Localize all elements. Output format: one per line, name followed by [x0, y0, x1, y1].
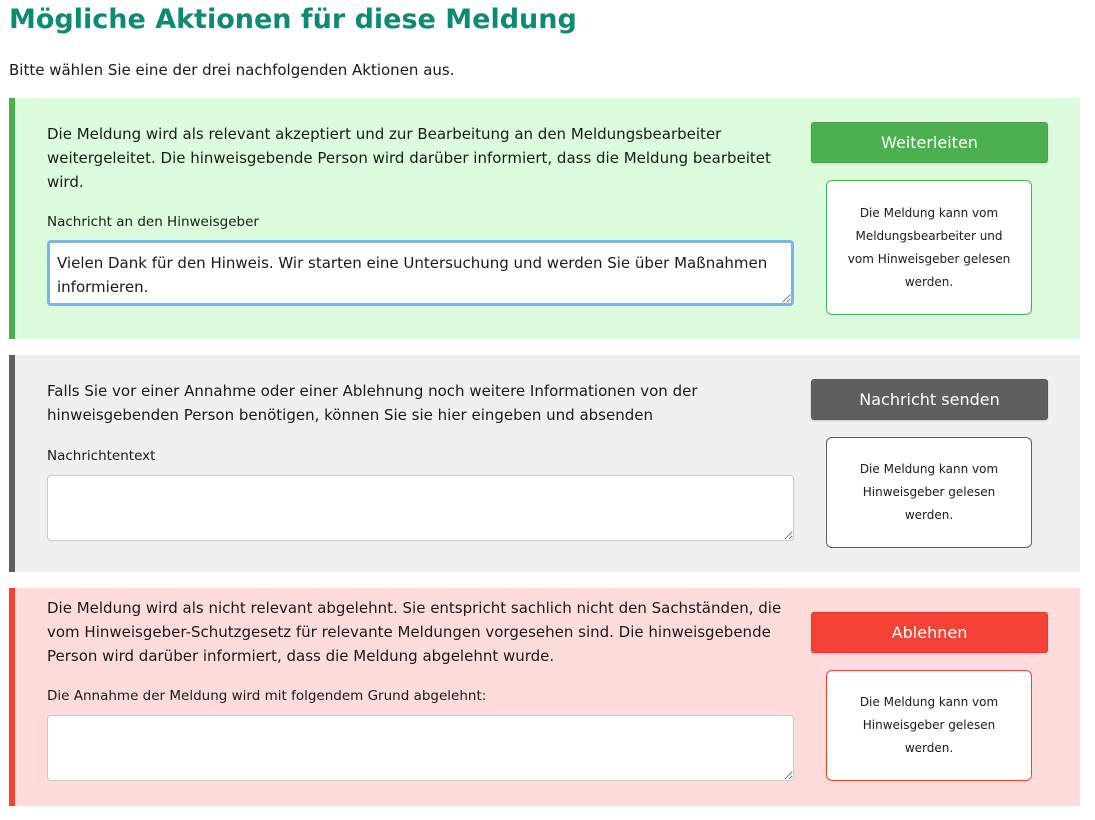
message-field-label: Nachrichtentext [47, 448, 156, 464]
accept-action-panel [9, 98, 1080, 339]
message-action-panel [9, 355, 1080, 572]
message-visibility-note [826, 437, 1032, 548]
reject-reason-textarea[interactable] [47, 715, 794, 781]
accept-description: Die Meldung wird als relevant akzeptiert und zur Bearbeitung an den Meldungsbearbeiter weitergeleitet. Die hinweisgebende Person wird darüber informiert, dass die Meldung bearbeitet wird. [47, 125, 771, 191]
message-visibility-text: Die Meldung kann vom Hinweisgeber gelesen werden. [859, 462, 999, 522]
reject-visibility-text: Die Meldung kann vom Hinweisgeber gelesen werden. [859, 695, 999, 755]
reject-field-label: Die Annahme der Meldung wird mit folgendem Grund abgelehnt: [47, 688, 487, 704]
reject-description: Die Meldung wird als nicht relevant abgelehnt. Sie entspricht sachlich nicht den Sachständen, die vom Hinweisgeber-Schutzgesetz für relevante Meldungen vorgesehen sind. Die hinweisgebende Person wird darüber informiert, dass die Meldung abgelehnt wurde. [47, 599, 782, 665]
reject-button[interactable]: Ablehnen [811, 612, 1048, 653]
accept-visibility-text: Die Meldung kann vom Meldungsbearbeiter und vom Hinweisgeber gelesen werden. [847, 205, 1011, 289]
intro-text: Bitte wählen Sie eine der drei nachfolgenden Aktionen aus. [9, 61, 455, 79]
message-description: Falls Sie vor einer Annahme oder einer Ablehnung noch weitere Informationen von der hinweisgebenden Person benötigen, können Sie sie hier eingeben und absenden [47, 382, 698, 424]
forward-button[interactable]: Weiterleiten [811, 122, 1048, 163]
accept-visibility-note [826, 180, 1032, 315]
accept-message-textarea[interactable] [47, 240, 794, 306]
message-textarea[interactable] [47, 475, 794, 541]
reject-action-panel [9, 588, 1080, 806]
send-message-button[interactable]: Nachricht senden [811, 379, 1048, 420]
accept-field-label: Nachricht an den Hinweisgeber [47, 214, 259, 230]
reject-visibility-note [826, 670, 1032, 781]
page-title: Mögliche Aktionen für diese Meldung [9, 4, 577, 35]
